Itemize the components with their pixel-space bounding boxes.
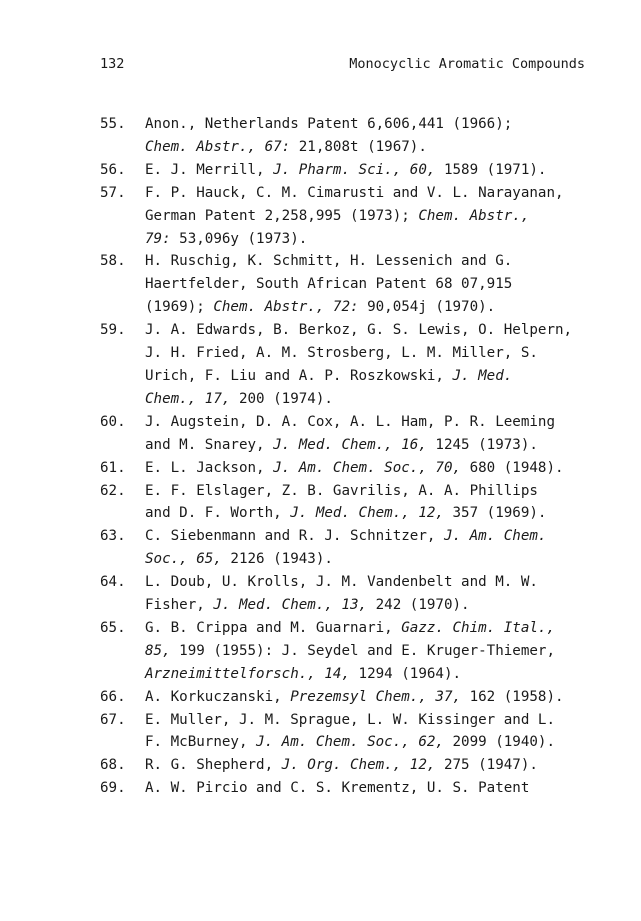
- reference-line: [145, 548, 600, 571]
- citation-text: 2099 (1940).: [443, 734, 556, 751]
- citation-text: 21,808t (1967).: [290, 138, 427, 155]
- citation-text: 357 (1969).: [443, 505, 547, 522]
- reference-text: [145, 457, 600, 480]
- citation-text: G. B. Crippa and M. Guarnari,: [145, 619, 402, 636]
- reference-number: 64.: [100, 574, 126, 591]
- reference-text: [145, 617, 600, 686]
- citation-text: and M. Snarey,: [145, 436, 274, 453]
- reference-line: [145, 777, 600, 800]
- reference-line: [145, 205, 600, 228]
- reference-60: [100, 411, 600, 457]
- reference-line: [145, 525, 600, 548]
- reference-text: [145, 754, 600, 777]
- citation-text: 200 (1974).: [230, 390, 333, 407]
- reference-text: [145, 480, 600, 526]
- citation-text: 53,096y (1973).: [170, 230, 308, 247]
- reference-line: [145, 250, 600, 273]
- citation-text: A. Korkuczanski,: [145, 688, 291, 705]
- citation-journal-text: Chem. Abstr.,: [418, 207, 530, 224]
- citation-journal-text: J. Org. Chem., 12,: [281, 757, 436, 774]
- citation-text: 199 (1955): J. Seydel and E. Kruger-Thiemer,: [170, 642, 555, 659]
- reference-58: [100, 250, 600, 319]
- reference-68: [100, 754, 600, 777]
- reference-line: [145, 502, 600, 525]
- reference-line: [145, 411, 600, 434]
- reference-line: [145, 136, 600, 159]
- reference-65: [100, 617, 600, 686]
- reference-55: [100, 113, 600, 159]
- reference-line: [145, 663, 600, 686]
- reference-line: [145, 319, 600, 342]
- citation-journal-text: Chem., 17,: [145, 390, 231, 407]
- citation-journal-text: J. Am. Chem.: [443, 528, 547, 545]
- reference-number: 56.: [100, 161, 126, 178]
- reference-56: [100, 159, 600, 182]
- reference-line: [145, 296, 600, 319]
- reference-line: [145, 480, 600, 503]
- reference-62: [100, 480, 600, 526]
- reference-number: 58.: [100, 253, 126, 270]
- reference-line: [145, 457, 600, 480]
- reference-list: [100, 113, 600, 800]
- page-header: [100, 56, 585, 76]
- citation-text: 90,054j (1970).: [358, 299, 496, 316]
- citation-journal-text: J. Am. Chem. Soc., 62,: [256, 734, 444, 751]
- reference-line: [145, 113, 600, 136]
- citation-text: A. W. Pircio and C. S. Krementz, U. S. Patent: [145, 780, 530, 797]
- reference-text: [145, 525, 600, 571]
- reference-text: [145, 709, 600, 755]
- reference-text: [145, 411, 600, 457]
- reference-number: 65.: [100, 619, 126, 636]
- reference-text: [145, 250, 600, 319]
- reference-line: [145, 571, 600, 594]
- citation-journal-text: J. Med. Chem., 12,: [290, 505, 444, 522]
- reference-number: 57.: [100, 184, 126, 201]
- citation-text: J. A. Edwards, B. Berkoz, G. S. Lewis, O. Helpern,: [145, 322, 573, 339]
- reference-number: 55.: [100, 116, 126, 132]
- citation-text: L. Doub, U. Krolls, J. M. Vandenbelt and M. W.: [145, 574, 538, 591]
- citation-text: Urich, F. Liu and A. P. Roszkowski,: [145, 367, 453, 384]
- citation-text: J. H. Fried, A. M. Strosberg, L. M. Miller, S.: [145, 345, 538, 362]
- reference-line: [145, 159, 600, 182]
- citation-text: E. L. Jackson,: [145, 459, 274, 476]
- reference-61: [100, 457, 600, 480]
- reference-line: [145, 640, 600, 663]
- citation-text: E. J. Merrill,: [145, 161, 274, 178]
- citation-journal-text: Soc., 65,: [145, 551, 222, 568]
- reference-text: [145, 319, 600, 411]
- reference-text: [145, 113, 600, 159]
- reference-number: 66.: [100, 688, 126, 705]
- citation-journal-text: J. Med. Chem., 13,: [213, 597, 368, 614]
- citation-text: 1589 (1971).: [435, 161, 547, 178]
- citation-text: 1294 (1964).: [350, 665, 462, 682]
- citation-text: E. Muller, J. M. Sprague, L. W. Kissinger and L.: [145, 711, 555, 728]
- reference-57: [100, 182, 600, 251]
- reference-line: [145, 228, 600, 251]
- citation-journal-text: Arzneimittelforsch., 14,: [145, 665, 350, 682]
- reference-line: [145, 365, 600, 388]
- reference-line: [145, 434, 600, 457]
- page-number: 132: [100, 56, 125, 72]
- running-title: Monocyclic Aromatic Compounds: [349, 56, 585, 72]
- reference-number: 67.: [100, 711, 126, 728]
- citation-text: Fisher,: [145, 597, 214, 614]
- citation-text: Haertfelder, South African Patent 68 07,915: [145, 276, 513, 293]
- citation-text: F. P. Hauck, C. M. Cimarusti and V. L. Narayanan,: [145, 184, 564, 201]
- citation-text: H. Ruschig, K. Schmitt, H. Lessenich and G.: [145, 253, 513, 270]
- citation-journal-text: J. Am. Chem. Soc., 70,: [273, 459, 462, 476]
- citation-text: German Patent 2,258,995 (1973);: [145, 207, 419, 224]
- reference-number: 61.: [100, 459, 126, 476]
- reference-line: [145, 686, 600, 709]
- reference-number: 69.: [100, 780, 126, 797]
- reference-text: [145, 159, 600, 182]
- reference-line: [145, 594, 600, 617]
- reference-number: 63.: [100, 528, 126, 545]
- citation-journal-text: Chem. Abstr., 72:: [213, 299, 359, 316]
- citation-journal-text: Chem. Abstr., 67:: [145, 138, 291, 155]
- citation-text: F. McBurney,: [145, 734, 257, 751]
- citation-text: 2126 (1943).: [221, 551, 333, 568]
- citation-text: 162 (1958).: [461, 688, 564, 705]
- citation-journal-text: J. Med. Chem., 16,: [273, 436, 427, 453]
- reference-text: [145, 182, 600, 251]
- citation-journal-text: 79:: [145, 230, 171, 247]
- reference-66: [100, 686, 600, 709]
- citation-text: C. Siebenmann and R. J. Schnitzer,: [145, 528, 444, 545]
- reference-69: [100, 777, 600, 800]
- reference-59: [100, 319, 600, 411]
- reference-line: [145, 617, 600, 640]
- citation-text: R. G. Shepherd,: [145, 757, 282, 774]
- citation-text: 275 (1947).: [435, 757, 538, 774]
- citation-journal-text: J. Med.: [452, 367, 513, 384]
- reference-number: 62.: [100, 482, 126, 499]
- reference-line: [145, 709, 600, 732]
- reference-text: [145, 686, 600, 709]
- reference-line: [145, 754, 600, 777]
- reference-line: [145, 731, 600, 754]
- citation-text: 680 (1948).: [461, 459, 564, 476]
- citation-text: 1245 (1973).: [426, 436, 538, 453]
- reference-line: [145, 273, 600, 296]
- reference-line: [145, 342, 600, 365]
- citation-text: and D. F. Worth,: [145, 505, 291, 522]
- citation-journal-text: Prezemsyl Chem., 37,: [290, 688, 462, 705]
- citation-text: Anon., Netherlands Patent 6,606,441 (1966);: [145, 116, 513, 132]
- reference-number: 60.: [100, 413, 126, 430]
- citation-text: 242 (1970).: [367, 597, 470, 614]
- citation-journal-text: J. Pharm. Sci., 60,: [273, 161, 436, 178]
- reference-64: [100, 571, 600, 617]
- reference-67: [100, 709, 600, 755]
- reference-63: [100, 525, 600, 571]
- citation-text: E. F. Elslager, Z. B. Gavrilis, A. A. Phillips: [145, 482, 538, 499]
- reference-line: [145, 182, 600, 205]
- reference-text: [145, 571, 600, 617]
- reference-line: [145, 388, 600, 411]
- citation-journal-text: Gazz. Chim. Ital.,: [401, 619, 555, 636]
- citation-text: J. Augstein, D. A. Cox, A. L. Ham, P. R. Leeming: [145, 413, 555, 430]
- citation-journal-text: 85,: [145, 642, 171, 659]
- reference-number: 59.: [100, 322, 126, 339]
- reference-number: 68.: [100, 757, 126, 774]
- citation-text: (1969);: [145, 299, 214, 316]
- reference-text: [145, 777, 600, 800]
